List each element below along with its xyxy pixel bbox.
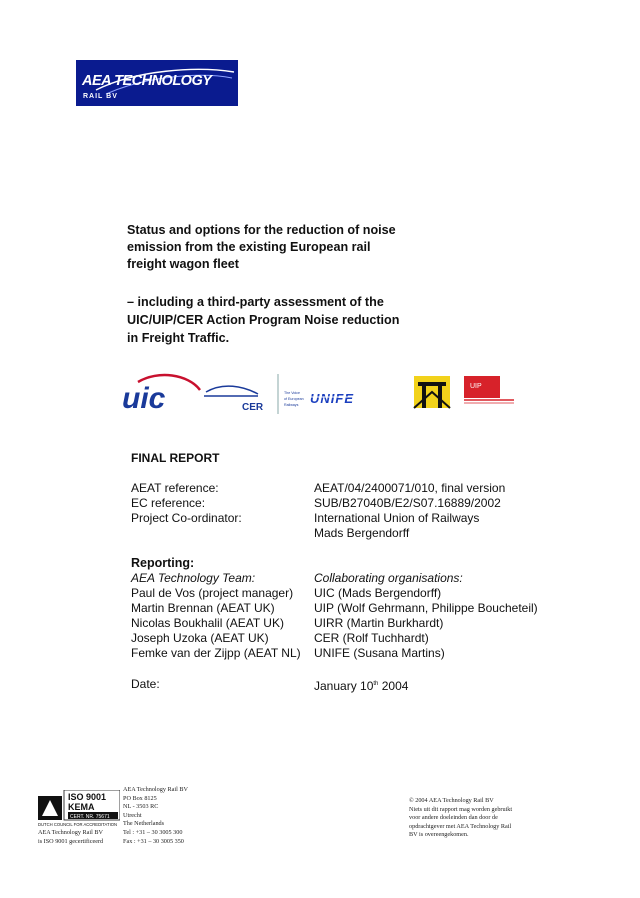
subtitle-line: UIC/UIP/CER Action Program Noise reduction [127,313,400,327]
voice-line: The Voice [284,391,300,395]
uic-logo-icon [122,375,200,414]
partner-logos [118,372,518,414]
team-member: Femke van der Zijpp (AEAT NL) [131,646,301,660]
title-line: emission from the existing European rail [127,240,371,254]
iso-line2: KEMA [68,802,95,812]
uip-text: UIP [470,383,482,390]
logo-name: AEA TECHNOLOGY [82,73,212,89]
uip-logo-icon [464,376,514,403]
copyright-line: opdrachtgever met AEA Technology Rail [409,822,512,830]
title-line: Status and options for the reduction of noise [127,223,396,237]
date-sup: th [373,681,379,687]
final-report-heading: FINAL REPORT [131,451,220,465]
iso-caption-line: is ISO 9001 gecertificeerd [38,837,104,845]
collab-org: UIC (Mads Bergendorff) [314,586,442,600]
copyright-line: voor andere doeleinden dan door de [409,814,498,822]
team-member: Paul de Vos (project manager) [131,586,294,600]
copyright-line: BV is overeengekomen. [409,831,469,839]
unife-logo-icon [310,391,396,406]
copyright-line: Niets uit dit rapport mag worden gebruikt [409,805,513,813]
aea-technology-logo [76,60,238,106]
aeat-reference-label: AEAT reference: [131,481,219,495]
uic-text: uic [122,382,166,414]
ec-reference-value: SUB/B27040B/E2/S07.16889/2002 [314,496,501,510]
aeat-reference-value: AEAT/04/2400071/010, final version [314,481,506,495]
iso-caption-line: AEA Technology Rail BV [38,829,103,836]
company-address [123,786,188,846]
iso-cert: CERT. NR. 75671 [70,814,110,820]
copyright-line: © 2004 AEA Technology Rail BV [409,797,494,804]
title-line: freight wagon fleet [127,257,239,271]
address-line: NL - 3503 RC [123,803,159,811]
kema-logo-icon [38,790,120,828]
voice-line: Railways [284,403,299,407]
team-member: Martin Brennan (AEAT UK) [131,601,275,615]
unife-text: UNIFE [310,391,354,406]
date-label: Date: [131,677,160,691]
collab-org: UNIFE (Susana Martins) [314,646,445,660]
subtitle-line: in Freight Traffic. [127,331,230,345]
team-member: Nicolas Boukhalil (AEAT UK) [131,616,284,630]
address-line: Fax : +31 – 30 3005 350 [123,837,184,845]
iso-caption [38,829,103,846]
cer-logo-icon [204,386,264,413]
report-title [127,222,427,273]
team-heading: AEA Technology Team: [131,571,256,585]
uirr-logo-icon [414,376,450,408]
report-subtitle [127,293,427,347]
project-coordinator-value: International Union of Railways [314,511,480,525]
copyright-notice [409,797,512,840]
date-year: 2004 [378,679,409,693]
project-coordinator-person: Mads Bergendorff [314,526,410,540]
iso-line1: ISO 9001 [68,792,107,802]
cer-text: CER [242,402,264,413]
reporting-heading: Reporting: [131,556,195,570]
collab-org: CER (Rolf Tuchhardt) [314,631,429,645]
iso-kema-badge [38,790,120,828]
subtitle-line: – including a third-party assessment of the [127,295,384,309]
voice-line: of European [284,397,304,401]
ec-reference-label: EC reference: [131,496,206,510]
logo-sub: RAIL BV [83,93,118,100]
collab-heading: Collaborating organisations: [314,571,463,585]
team-member: Joseph Uzoka (AEAT UK) [131,631,269,645]
collab-org: UIRR (Martin Burkhardt) [314,616,444,630]
date-value [314,677,408,694]
project-coordinator-label: Project Co-ordinator: [131,511,242,525]
address-line: AEA Technology Rail BV [123,786,188,793]
address-line: The Netherlands [123,820,165,828]
address-line: Tel : +31 – 30 3005 300 [123,828,183,836]
iso-council: DUTCH COUNCIL FOR ACCREDITATION [38,822,118,827]
address-line: PO Box 8125 [123,794,157,802]
collab-org: UIP (Wolf Gehrmann, Philippe Boucheteil) [314,601,538,615]
date-main: January 10 [314,679,374,693]
address-line: Utrecht [123,811,142,819]
